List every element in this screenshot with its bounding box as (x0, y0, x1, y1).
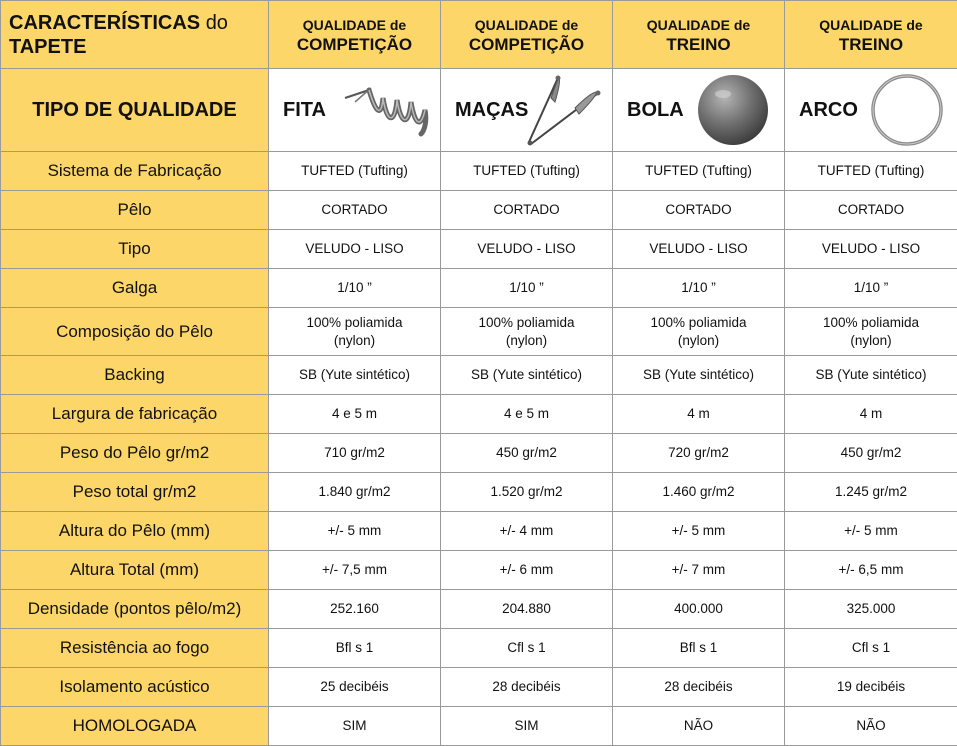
table-cell (613, 191, 785, 230)
row-label: Altura do Pêlo (mm) (1, 512, 269, 551)
table-cell (613, 152, 785, 191)
table-cell (785, 434, 957, 473)
cell-value: SB (Yute sintético) (299, 367, 410, 382)
cell-value: SB (Yute sintético) (471, 367, 582, 382)
table-cell (785, 230, 957, 269)
cell-value: TUFTED (Tufting) (645, 163, 752, 178)
table-cell (613, 668, 785, 707)
column-header-2: QUALIDADE de COMPETIÇÃO (441, 1, 613, 69)
table-cell (269, 707, 441, 746)
cell-value: 100% poliamida (823, 315, 919, 330)
cell-value: SB (Yute sintético) (643, 367, 754, 382)
cell-value: 450 gr/m2 (841, 445, 902, 460)
table-cell (613, 551, 785, 590)
row-label: Sistema de Fabricação (1, 152, 269, 191)
cell-value: 720 gr/m2 (668, 445, 729, 460)
table-cell (441, 512, 613, 551)
cell-value: +/- 5 mm (672, 523, 726, 538)
title-connector: do (206, 12, 228, 34)
quality-name: BOLA (627, 99, 684, 121)
table-cell (441, 473, 613, 512)
table-row (1, 191, 957, 230)
quality-name: FITA (283, 99, 326, 121)
quality-ribbon-cell (269, 69, 441, 152)
row-label: Largura de fabricação (1, 395, 269, 434)
table-cell (269, 590, 441, 629)
table-cell (613, 395, 785, 434)
quality-name: MAÇAS (455, 99, 528, 121)
cell-value: (nylon) (334, 333, 375, 348)
cell-value: +/- 7 mm (672, 562, 726, 577)
table-row (1, 308, 957, 356)
table-cell (785, 356, 957, 395)
cell-value: SB (Yute sintético) (815, 367, 926, 382)
table-cell (613, 629, 785, 668)
table-cell (785, 629, 957, 668)
cell-value: (nylon) (506, 333, 547, 348)
table-row (1, 395, 957, 434)
cell-value: CORTADO (493, 202, 559, 217)
column-header-4: QUALIDADE de TREINO (785, 1, 957, 69)
table-row (1, 668, 957, 707)
cell-value: 1/10 ” (337, 280, 372, 295)
column-header-1: QUALIDADE de COMPETIÇÃO (269, 1, 441, 69)
table-cell (441, 191, 613, 230)
cell-value: VELUDO - LISO (649, 241, 747, 256)
cell-value: 1/10 ” (509, 280, 544, 295)
table-cell (269, 395, 441, 434)
cell-value: 19 decibéis (837, 679, 905, 694)
table-cell (613, 308, 785, 356)
cell-value: 1.245 gr/m2 (835, 484, 907, 499)
table-cell (613, 473, 785, 512)
cell-value: SIM (514, 718, 538, 733)
cell-value: 100% poliamida (650, 315, 746, 330)
row-label: Resistência ao fogo (1, 629, 269, 668)
table-cell (785, 668, 957, 707)
cell-value: NÃO (684, 718, 713, 733)
cell-value: CORTADO (321, 202, 387, 217)
cell-value: Bfl s 1 (680, 640, 718, 655)
cell-value: Cfl s 1 (507, 640, 545, 655)
ribbon-icon (341, 80, 433, 140)
table-cell (441, 668, 613, 707)
cell-value: (nylon) (850, 333, 891, 348)
cell-value: CORTADO (665, 202, 731, 217)
cell-value: +/- 5 mm (328, 523, 382, 538)
table-cell (441, 269, 613, 308)
quality-hoop-cell (785, 69, 957, 152)
row-label: Composição do Pêlo (1, 308, 269, 356)
table-cell (785, 269, 957, 308)
table-cell (613, 269, 785, 308)
table-row (1, 590, 957, 629)
table-row (1, 707, 957, 746)
table-row (1, 269, 957, 308)
row-label: Pêlo (1, 191, 269, 230)
cell-value: 4 m (860, 406, 883, 421)
cell-value: Bfl s 1 (336, 640, 374, 655)
table-cell (269, 191, 441, 230)
table-cell (441, 434, 613, 473)
table-cell (269, 434, 441, 473)
table-row (1, 434, 957, 473)
cell-value: 100% poliamida (306, 315, 402, 330)
cell-value: +/- 4 mm (500, 523, 554, 538)
table-cell (441, 707, 613, 746)
table-row (1, 230, 957, 269)
title-main: CARACTERÍSTICAS (9, 12, 200, 34)
cell-value: 4 e 5 m (332, 406, 377, 421)
table-cell (269, 668, 441, 707)
table-cell (269, 551, 441, 590)
row-label: Backing (1, 356, 269, 395)
quality-clubs-cell (441, 69, 613, 152)
cell-value: 25 decibéis (320, 679, 388, 694)
cell-value: +/- 7,5 mm (322, 562, 387, 577)
cell-value: 325.000 (847, 601, 896, 616)
table-cell (269, 629, 441, 668)
cell-value: VELUDO - LISO (477, 241, 575, 256)
hoop-icon (869, 72, 945, 148)
column-header-3: QUALIDADE de TREINO (613, 1, 785, 69)
cell-value: 28 decibéis (492, 679, 560, 694)
table-cell (441, 356, 613, 395)
ball-icon (695, 72, 771, 148)
row-label: Peso do Pêlo gr/m2 (1, 434, 269, 473)
table-cell (269, 230, 441, 269)
row-label: Galga (1, 269, 269, 308)
row-label: Peso total gr/m2 (1, 473, 269, 512)
table-cell (269, 152, 441, 191)
cell-value: 1/10 ” (681, 280, 716, 295)
table-cell (785, 191, 957, 230)
table-row (1, 551, 957, 590)
row-label: Tipo (1, 230, 269, 269)
table-cell (785, 152, 957, 191)
row-label: Isolamento acústico (1, 668, 269, 707)
header-row (1, 1, 957, 69)
cell-value: Cfl s 1 (852, 640, 890, 655)
table-cell (613, 434, 785, 473)
quality-ball-cell (613, 69, 785, 152)
table-cell (441, 395, 613, 434)
table-cell (269, 512, 441, 551)
cell-value: 204.880 (502, 601, 551, 616)
cell-value: 4 m (687, 406, 710, 421)
table-cell (613, 707, 785, 746)
cell-value: TUFTED (Tufting) (818, 163, 925, 178)
cell-value: 710 gr/m2 (324, 445, 385, 460)
row-label: Densidade (pontos pêlo/m2) (1, 590, 269, 629)
table-cell (785, 395, 957, 434)
table-row (1, 152, 957, 191)
cell-value: 1/10 ” (854, 280, 889, 295)
table-cell (613, 356, 785, 395)
cell-value: 100% poliamida (478, 315, 574, 330)
cell-value: TUFTED (Tufting) (473, 163, 580, 178)
table-cell (441, 152, 613, 191)
table-cell (613, 230, 785, 269)
cell-value: CORTADO (838, 202, 904, 217)
cell-value: +/- 6 mm (500, 562, 554, 577)
quality-type-label: TIPO DE QUALIDADE (1, 69, 269, 152)
title-sub: TAPETE (9, 36, 86, 58)
cell-value: VELUDO - LISO (305, 241, 403, 256)
table-cell (441, 629, 613, 668)
cell-value: 4 e 5 m (504, 406, 549, 421)
cell-value: 252.160 (330, 601, 379, 616)
table-row (1, 356, 957, 395)
table-row (1, 512, 957, 551)
cell-value: (nylon) (678, 333, 719, 348)
cell-value: 28 decibéis (664, 679, 732, 694)
row-label: Altura Total (mm) (1, 551, 269, 590)
table-row (1, 629, 957, 668)
table-cell (785, 308, 957, 356)
table-cell (441, 551, 613, 590)
table-cell (785, 512, 957, 551)
cell-value: NÃO (856, 718, 885, 733)
cell-value: +/- 6,5 mm (839, 562, 904, 577)
quality-name: ARCO (799, 99, 858, 121)
cell-value: 1.520 gr/m2 (490, 484, 562, 499)
cell-value: +/- 5 mm (844, 523, 898, 538)
table-row (1, 473, 957, 512)
cell-value: 400.000 (674, 601, 723, 616)
table-cell (441, 590, 613, 629)
table-cell (785, 551, 957, 590)
cell-value: SIM (342, 718, 366, 733)
table-cell (269, 356, 441, 395)
cell-value: VELUDO - LISO (822, 241, 920, 256)
table-cell (269, 473, 441, 512)
table-cell (269, 269, 441, 308)
table-cell (441, 308, 613, 356)
table-cell (785, 590, 957, 629)
quality-type-row (1, 69, 957, 152)
table-cell (785, 473, 957, 512)
table-cell (785, 707, 957, 746)
table-cell (613, 590, 785, 629)
cell-value: 1.460 gr/m2 (662, 484, 734, 499)
table-title-cell (1, 1, 269, 69)
table-cell (269, 308, 441, 356)
cell-value: 1.840 gr/m2 (318, 484, 390, 499)
table-cell (613, 512, 785, 551)
table-cell (441, 230, 613, 269)
cell-value: TUFTED (Tufting) (301, 163, 408, 178)
clubs-icon (521, 74, 603, 146)
cell-value: 450 gr/m2 (496, 445, 557, 460)
row-label: HOMOLOGADA (1, 707, 269, 746)
